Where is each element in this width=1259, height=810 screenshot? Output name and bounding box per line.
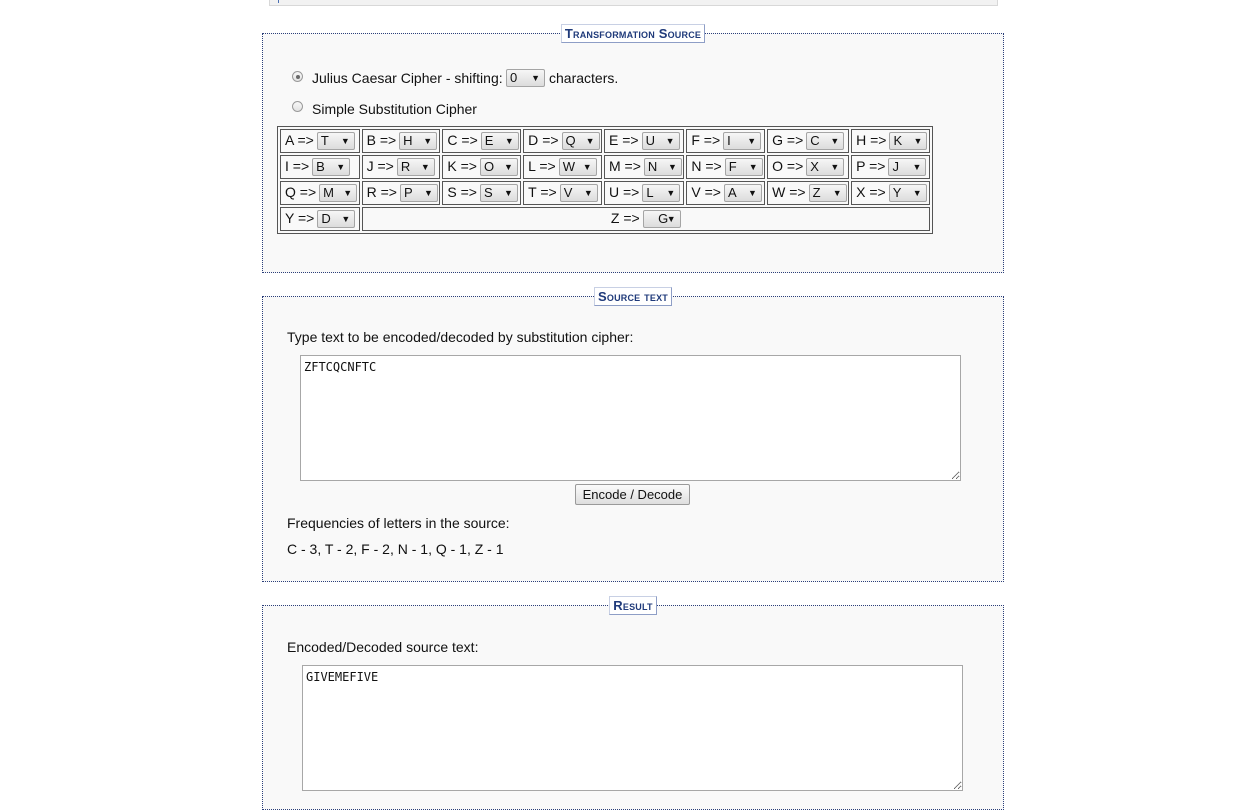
mapping-arrow: => xyxy=(869,157,886,174)
mapping-arrow: => xyxy=(297,131,314,148)
mapping-select-value: U xyxy=(645,133,655,149)
mapping-arrow: => xyxy=(870,131,887,148)
chevron-down-icon: ▼ xyxy=(504,136,514,147)
mapping-select[interactable] xyxy=(317,132,355,150)
mapping-cell xyxy=(604,155,684,179)
mapping-arrow: => xyxy=(623,209,640,226)
mapping-select[interactable] xyxy=(642,132,680,150)
mapping-select-value: W xyxy=(562,159,575,175)
mapping-arrow: => xyxy=(299,183,317,200)
mapping-label xyxy=(691,158,721,174)
caesar-shift-select[interactable] xyxy=(506,69,545,87)
chevron-down-icon: ▼ xyxy=(420,162,430,173)
chevron-down-icon: ▼ xyxy=(582,162,592,173)
chevron-down-icon: ▼ xyxy=(666,214,676,225)
mapping-from-letter: I xyxy=(285,157,289,174)
mapping-select[interactable] xyxy=(481,132,519,150)
mapping-select[interactable] xyxy=(888,158,926,176)
mapping-from-letter: R xyxy=(366,183,377,200)
mapping-select[interactable] xyxy=(397,158,435,176)
mapping-from-letter: Z xyxy=(610,209,620,226)
mapping-select[interactable] xyxy=(723,132,761,150)
mapping-label xyxy=(772,184,805,200)
mapping-cell xyxy=(280,181,360,205)
mapping-select-value: P xyxy=(403,185,413,201)
mapping-cell xyxy=(686,181,765,205)
top-panel-edge xyxy=(269,0,998,6)
mapping-from-letter: K xyxy=(447,157,457,174)
top-panel-marker xyxy=(278,0,279,3)
mapping-arrow: => xyxy=(704,183,721,200)
mapping-cell xyxy=(686,155,765,179)
mapping-select-value: L xyxy=(646,185,654,201)
mapping-from-letter: V xyxy=(691,183,701,200)
mapping-cell xyxy=(604,129,684,153)
mapping-cell xyxy=(767,155,849,179)
mapping-arrow: => xyxy=(461,131,478,148)
mapping-arrow: => xyxy=(540,183,557,200)
mapping-cell xyxy=(442,181,521,205)
chevron-down-icon: ▼ xyxy=(504,188,513,199)
mapping-arrow: => xyxy=(379,131,397,148)
chevron-down-icon: ▼ xyxy=(666,188,676,199)
mapping-from-letter: P xyxy=(856,157,866,174)
mapping-select[interactable] xyxy=(560,184,598,202)
mapping-from-letter: N xyxy=(691,157,702,174)
chevron-down-icon: ▼ xyxy=(748,188,757,199)
mapping-select-value: S xyxy=(483,185,493,201)
chevron-down-icon: ▼ xyxy=(913,136,923,147)
caesar-cipher-label: Julius Caesar Cipher - shifting: xyxy=(312,70,503,86)
chevron-down-icon: ▼ xyxy=(832,188,842,199)
mapping-cell xyxy=(442,129,521,153)
mapping-label xyxy=(691,132,720,148)
mapping-from-letter: X xyxy=(856,183,866,200)
encode-decode-button[interactable]: Encode / Decode xyxy=(575,484,690,505)
mapping-from-letter: W xyxy=(772,183,786,200)
mapping-from-letter: L xyxy=(528,157,536,174)
mapping-label xyxy=(367,158,394,174)
chevron-down-icon: ▼ xyxy=(912,162,922,173)
mapping-from-letter: O xyxy=(772,157,784,174)
mapping-arrow: => xyxy=(624,157,641,174)
mapping-label xyxy=(285,158,309,174)
mapping-select-value: F xyxy=(728,159,737,175)
caesar-shift-value: 0 xyxy=(510,70,518,86)
mapping-cell xyxy=(851,155,930,179)
mapping-cell xyxy=(767,129,849,153)
mapping-select-value: B xyxy=(316,159,325,175)
mapping-label xyxy=(285,210,314,226)
mapping-arrow: => xyxy=(705,157,722,174)
mapping-select-value: O xyxy=(483,159,495,175)
mapping-select-value: K xyxy=(893,133,903,149)
mapping-arrow: => xyxy=(539,157,556,174)
mapping-label xyxy=(611,210,640,226)
substitution-mapping-table xyxy=(277,126,933,234)
mapping-cell xyxy=(767,181,849,205)
mapping-select[interactable] xyxy=(319,184,357,202)
mapping-select-value: Y xyxy=(892,185,902,201)
mapping-arrow: => xyxy=(542,131,559,148)
caesar-cipher-radio[interactable] xyxy=(292,71,303,82)
mapping-select-value: N xyxy=(647,159,658,175)
mapping-label xyxy=(772,158,803,174)
mapping-arrow: => xyxy=(622,183,640,200)
mapping-select[interactable] xyxy=(562,132,600,150)
mapping-label xyxy=(528,158,556,174)
mapping-label xyxy=(367,184,397,200)
mapping-from-letter: H xyxy=(856,131,867,148)
mapping-row xyxy=(280,181,930,205)
substitution-cipher-radio[interactable] xyxy=(292,101,303,112)
source-text-legend: Source text xyxy=(594,287,672,306)
chevron-down-icon: ▼ xyxy=(504,162,513,173)
chevron-down-icon: ▼ xyxy=(341,214,351,225)
mapping-label xyxy=(285,184,316,200)
mapping-label xyxy=(856,184,886,200)
mapping-select-value: Q xyxy=(565,133,576,149)
mapping-label xyxy=(285,132,314,148)
chevron-down-icon: ▼ xyxy=(340,136,350,147)
mapping-select[interactable] xyxy=(724,184,762,202)
mapping-label xyxy=(528,184,557,200)
mapping-row xyxy=(280,207,930,231)
mapping-row xyxy=(280,155,930,179)
mapping-select[interactable] xyxy=(400,184,438,202)
chevron-down-icon: ▼ xyxy=(583,188,593,199)
mapping-arrow: => xyxy=(377,157,394,174)
mapping-arrow: => xyxy=(786,157,804,174)
mapping-cell xyxy=(362,181,441,205)
mapping-select-value: J xyxy=(892,159,899,175)
mapping-select-value: I xyxy=(727,133,731,149)
mapping-select-value: T xyxy=(320,133,329,149)
mapping-cell xyxy=(851,181,930,205)
mapping-cell xyxy=(362,129,441,153)
source-prompt: Type text to be encoded/decoded by substitution cipher: xyxy=(287,329,634,345)
mapping-arrow: => xyxy=(786,131,804,148)
mapping-from-letter: M xyxy=(608,157,621,174)
chevron-down-icon: ▼ xyxy=(531,73,540,84)
mapping-select[interactable] xyxy=(312,158,350,176)
mapping-from-letter: Y xyxy=(285,209,295,226)
substitution-cipher-label: Simple Substitution Cipher xyxy=(312,101,477,117)
mapping-from-letter: G xyxy=(772,131,784,148)
chevron-down-icon: ▼ xyxy=(748,162,758,173)
mapping-select[interactable] xyxy=(399,132,437,150)
frequencies-label: Frequencies of letters in the source: xyxy=(287,515,510,531)
mapping-row xyxy=(280,129,930,153)
mapping-from-letter: C xyxy=(447,131,458,148)
mapping-label xyxy=(447,184,477,200)
mapping-arrow: => xyxy=(297,209,315,226)
mapping-select-value: M xyxy=(323,185,334,201)
mapping-arrow: => xyxy=(460,183,477,200)
mapping-select[interactable] xyxy=(889,132,927,150)
source-text-input[interactable] xyxy=(300,355,961,481)
mapping-cell xyxy=(523,181,602,205)
mapping-select-value: C xyxy=(810,133,820,149)
mapping-from-letter: B xyxy=(366,131,376,148)
mapping-select-value: G xyxy=(658,211,669,227)
mapping-select[interactable] xyxy=(643,210,681,228)
chevron-down-icon: ▼ xyxy=(830,162,840,173)
chevron-down-icon: ▼ xyxy=(424,188,433,199)
mapping-label xyxy=(528,132,558,148)
mapping-select-value: R xyxy=(400,159,411,175)
mapping-label xyxy=(447,158,477,174)
mapping-select-value: A xyxy=(727,185,737,201)
mapping-select[interactable] xyxy=(559,158,597,176)
mapping-label xyxy=(609,158,641,174)
mapping-cell xyxy=(280,155,360,179)
mapping-select[interactable] xyxy=(644,158,682,176)
mapping-select-value: E xyxy=(484,133,494,149)
mapping-from-letter: S xyxy=(447,183,457,200)
caesar-cipher-suffix: characters. xyxy=(549,70,619,86)
mapping-select[interactable] xyxy=(642,184,680,202)
mapping-label xyxy=(609,132,639,148)
mapping-cell xyxy=(280,129,360,153)
mapping-arrow: => xyxy=(622,131,639,148)
mapping-label xyxy=(691,184,721,200)
mapping-cell xyxy=(362,207,930,231)
mapping-select-value: V xyxy=(563,185,573,201)
mapping-from-letter: Q xyxy=(285,183,296,200)
mapping-select-value: Z xyxy=(812,185,821,201)
chevron-down-icon: ▼ xyxy=(830,136,840,147)
mapping-select-value: X xyxy=(810,159,819,175)
result-legend: Result xyxy=(609,596,656,615)
mapping-from-letter: A xyxy=(285,131,294,148)
chevron-down-icon: ▼ xyxy=(423,136,433,147)
mapping-label xyxy=(447,132,477,148)
mapping-label xyxy=(856,158,885,174)
mapping-cell xyxy=(851,129,930,153)
mapping-from-letter: D xyxy=(528,131,539,148)
mapping-arrow: => xyxy=(292,157,310,174)
mapping-arrow: => xyxy=(460,157,477,174)
mapping-arrow: => xyxy=(380,183,397,200)
result-label: Encoded/Decoded source text: xyxy=(287,639,479,655)
mapping-arrow: => xyxy=(789,183,806,200)
chevron-down-icon: ▼ xyxy=(667,162,677,173)
chevron-down-icon: ▼ xyxy=(585,136,595,147)
chevron-down-icon: ▼ xyxy=(336,162,346,173)
mapping-from-letter: T xyxy=(528,183,537,200)
mapping-select[interactable] xyxy=(806,158,844,176)
mapping-from-letter: F xyxy=(691,131,700,148)
chevron-down-icon: ▼ xyxy=(912,188,922,199)
mapping-label xyxy=(772,132,803,148)
mapping-cell xyxy=(523,155,602,179)
mapping-select[interactable] xyxy=(480,158,518,176)
result-text-output[interactable] xyxy=(302,665,963,791)
chevron-down-icon: ▼ xyxy=(665,136,675,147)
chevron-down-icon: ▼ xyxy=(343,188,353,199)
mapping-from-letter: J xyxy=(366,157,374,174)
mapping-cell xyxy=(604,181,684,205)
mapping-label xyxy=(367,132,397,148)
mapping-select[interactable] xyxy=(317,210,355,228)
mapping-arrow: => xyxy=(869,183,886,200)
mapping-cell xyxy=(442,155,521,179)
mapping-arrow: => xyxy=(703,131,721,148)
mapping-cell xyxy=(686,129,765,153)
mapping-cell xyxy=(362,155,441,179)
mapping-select-value: H xyxy=(403,133,413,149)
mapping-cell xyxy=(523,129,602,153)
mapping-from-letter: E xyxy=(608,131,619,148)
mapping-select[interactable] xyxy=(806,132,844,150)
mapping-select[interactable] xyxy=(889,184,927,202)
mapping-select[interactable] xyxy=(480,184,518,202)
transformation-source-legend: Transformation Source xyxy=(561,24,705,43)
mapping-select[interactable] xyxy=(725,158,763,176)
mapping-from-letter: U xyxy=(608,183,620,200)
mapping-select-value: D xyxy=(321,211,331,227)
mapping-select[interactable] xyxy=(809,184,847,202)
frequencies-values: C - 3, T - 2, F - 2, N - 1, Q - 1, Z - 1 xyxy=(287,541,504,557)
mapping-cell xyxy=(280,207,360,231)
mapping-label xyxy=(609,184,639,200)
chevron-down-icon: ▼ xyxy=(747,136,757,147)
mapping-label xyxy=(856,132,886,148)
